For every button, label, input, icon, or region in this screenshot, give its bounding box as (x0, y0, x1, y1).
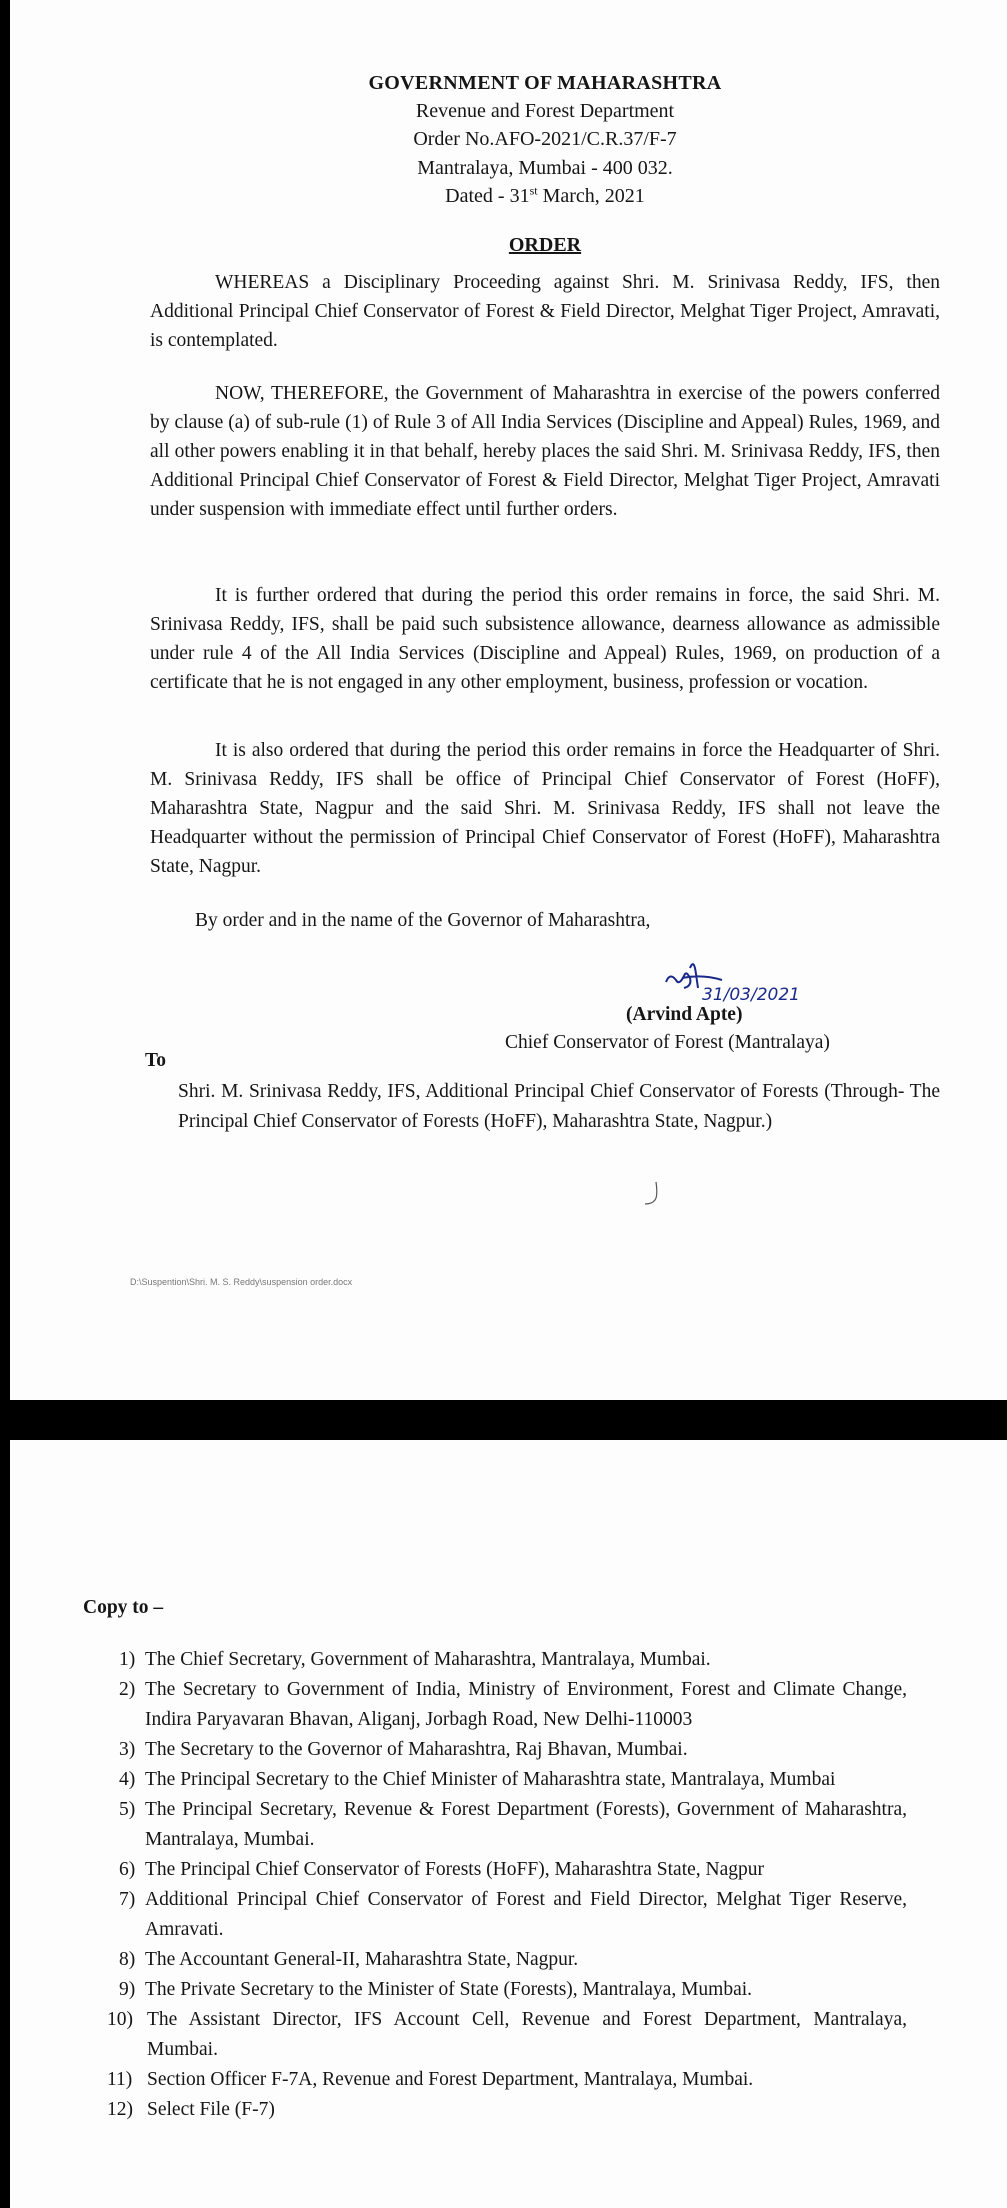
list-item (107, 1885, 907, 1945)
list-item-number: 7) (119, 1889, 136, 1910)
signatory-designation: Chief Conservator of Forest (Mantralaya) (505, 1032, 830, 1053)
list-item (107, 1855, 907, 1885)
order-number: Order No.AFO-2021/C.R.37/F-7 (413, 128, 677, 150)
to-label: To (145, 1050, 166, 1071)
handwritten-signature (660, 960, 840, 1008)
list-item-number: 3) (119, 1739, 136, 1760)
copy-to-title: Copy to – (83, 1597, 164, 1618)
list-item (107, 1765, 907, 1795)
list-item (107, 1945, 907, 1975)
list-item-number: 8) (119, 1949, 136, 1970)
list-item-text: The Assistant Director, IFS Account Cell, Revenue and Forest Department, Mantralaya, Mumbai. (147, 2009, 907, 2060)
list-item (107, 1795, 907, 1855)
addressee: Shri. M. Srinivasa Reddy, IFS, Additional Principal Chief Conservator of Forests (Through- The Principal Chief Conservator of Forests (HoFF), Maharashtra State, Nagpur.) (178, 1081, 940, 1132)
department-name: Revenue and Forest Department (415, 100, 675, 122)
file-path: D:\Suspention\Shri. M. S. Reddy\suspension order.docx (130, 1277, 353, 1287)
list-item-number: 10) (107, 2009, 133, 2030)
list-item-text: The Secretary to the Governor of Maharashtra, Raj Bhavan, Mumbai. (145, 1739, 688, 1760)
list-item (107, 2095, 907, 2125)
signatory-name: (Arvind Apte) (626, 1004, 743, 1025)
order-page-2 (10, 1440, 1007, 2208)
copy-to-list (107, 1645, 907, 2125)
list-item-number: 1) (119, 1649, 136, 1670)
list-item-number: 9) (119, 1979, 136, 2000)
list-item-text: The Principal Chief Conservator of Forests (HoFF), Maharashtra State, Nagpur (145, 1859, 764, 1880)
paragraph-also-ordered: It is also ordered that during the period this order remains in force the Headquarter of Shri. M. Srinivasa Reddy, IFS shall be office of Principal Chief Conservator of Forest (HoFF), Maharashtra State, Nagpur and the said Shri. M. Srinivasa Reddy, IFS shall not leave the Headquarter without the permission of Principal Chief Conservator of Forest (HoFF), Maharashtra State, Nagpur. (150, 740, 940, 877)
date-prefix: Dated - 31 (445, 185, 530, 207)
list-item (107, 1975, 907, 2005)
list-item-text: The Secretary to Government of India, Ministry of Environment, Forest and Climate Change, Indira Paryavaran Bhavan, Aliganj, Jorbagh Road, New Delhi-110003 (145, 1679, 907, 1730)
list-item (107, 1645, 907, 1675)
list-item-number: 2) (119, 1679, 136, 1700)
date-suffix: March, 2021 (537, 185, 645, 207)
order-page-1 (10, 0, 1007, 1400)
list-item (107, 2065, 907, 2095)
paragraph-further-ordered: It is further ordered that during the period this order remains in force, the said Shri. M. Srinivasa Reddy, IFS, shall be paid such subsistence allowance, dearness allowance as admissible under rule 4 of the All India Services (Discipline and Appeal) Rules, 1969, on production of a certificate that he is not engaged in any other employment, business, profession or vocation. (150, 585, 940, 693)
list-item-number: 12) (107, 2099, 133, 2120)
list-item-text: Section Officer F-7A, Revenue and Forest Department, Mantralaya, Mumbai. (147, 2069, 754, 2090)
list-item (107, 2005, 907, 2065)
pen-mark-icon (642, 1180, 662, 1210)
list-item-text: The Principal Secretary, Revenue & Forest Department (Forests), Government of Maharashtra, Mantralaya, Mumbai. (145, 1799, 907, 1850)
list-item-number: 5) (119, 1799, 136, 1820)
list-item-text: The Private Secretary to the Minister of State (Forests), Mantralaya, Mumbai. (145, 1979, 753, 2000)
list-item-number: 6) (119, 1859, 136, 1880)
list-item-text: The Principal Secretary to the Chief Minister of Maharashtra state, Mantralaya, Mumbai (145, 1769, 836, 1790)
paragraph-whereas: WHEREAS a Disciplinary Proceeding against Shri. M. Srinivasa Reddy, IFS, then Additional Principal Chief Conservator of Forest & Field Director, Melghat Tiger Project, Amravati, is contemplated. (150, 272, 940, 351)
government-title: GOVERNMENT OF MAHARASHTRA (368, 72, 722, 94)
order-date (10, 185, 1007, 208)
list-item-text: Select File (F-7) (147, 2099, 275, 2120)
order-heading: ORDER (508, 234, 582, 256)
signature-date: 31/03/2021 (702, 985, 800, 1005)
list-item (107, 1675, 907, 1735)
list-item (107, 1735, 907, 1765)
list-item-number: 4) (119, 1769, 136, 1790)
paragraph-now-therefore: NOW, THEREFORE, the Government of Maharashtra in exercise of the powers conferred by clause (a) of sub-rule (1) of Rule 3 of All India Services (Discipline and Appeal) Rules, 1969, and all other powers enabling it in that behalf, hereby places the said Shri. M. Srinivasa Reddy, IFS, then Additional Principal Chief Conservator of Forest & Field Director, Melghat Tiger Project, Amravati under suspension with immediate effect until further orders. (150, 383, 940, 520)
closing-line: By order and in the name of the Governor of Maharashtra, (195, 910, 651, 931)
office-address: Mantralaya, Mumbai - 400 032. (417, 157, 673, 179)
list-item-number: 11) (107, 2069, 133, 2090)
date-superscript: st (529, 183, 538, 198)
list-item-text: The Chief Secretary, Government of Maharashtra, Mantralaya, Mumbai. (145, 1649, 711, 1670)
list-item-text: The Accountant General-II, Maharashtra State, Nagpur. (145, 1949, 579, 1970)
list-item-text: Additional Principal Chief Conservator of Forest and Field Director, Melghat Tiger Reserve, Amravati. (145, 1889, 907, 1940)
